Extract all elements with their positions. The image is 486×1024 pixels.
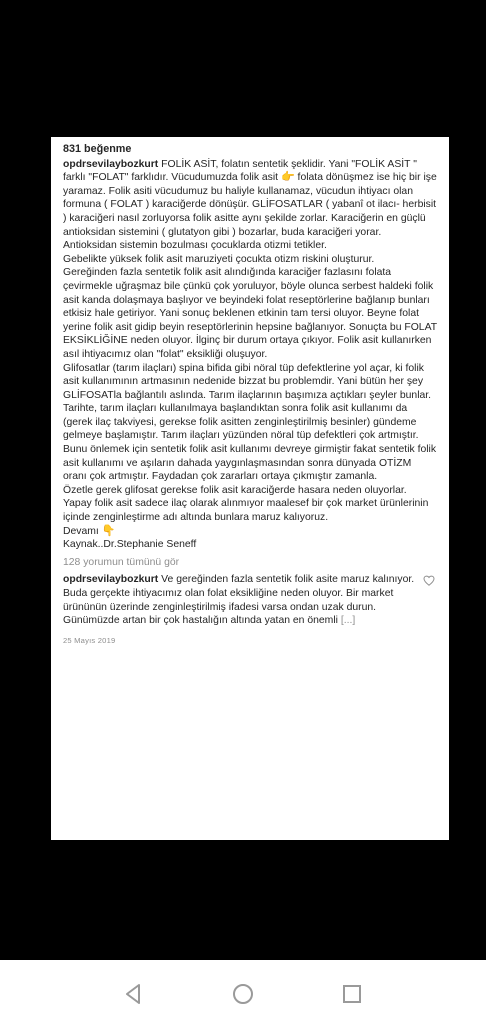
caption-text: Gereğinden fazla sentetik folik asit alındığında karaciğer fazlasını folata çevirmekle uğraşmaz bile çünkü çok yoruluyor, böyle olunca serbest haldeki folik asit kanda dolaşmaya başlıyor ve beyindeki folat reseptörlerine bağlanıp bunları etkisiz hale getiriyor. Yani sonuç beklenen etkinin tam tersi oluyor. Beyne folat yerine folik asit gidip beyin reseptörlerinin hepsine bağlanıyor. Sonuçta bu FOLAT EKSİKLİĞİNE neden oluyor. İlginç bir durum ortaya çıkıyor. Folik asit kullanırken asıl ihtiyacımız olan "folat" eksikliği oluşuyor. [63,267,437,360]
caption-paragraph [63,362,437,484]
android-nav-bar [0,960,486,1024]
view-all-comments-link[interactable]: 128 yorumun tümünü gör [63,556,180,568]
caption-text: FOLİK ASİT, folatın sentetik şeklidir. Yani "FOLİK ASİT " farklı "FOLAT" farklıdır. Vücudumuzda folik asit [63,158,417,184]
nav-recent-apps-icon[interactable] [340,982,364,1006]
caption-paragraph [63,266,437,361]
comment-paragraph [63,614,415,628]
comment-more-link[interactable]: [...] [340,615,356,627]
comment-item [63,573,437,627]
caption-paragraph [63,525,437,539]
caption-paragraph [63,497,437,524]
caption-paragraph [63,484,437,498]
like-heart-icon[interactable] [423,575,435,586]
caption-paragraph [63,158,437,253]
nav-home-icon[interactable] [231,982,255,1006]
caption-text: Devamı [63,525,102,537]
post-username[interactable]: opdrsevilaybozkurt [63,158,159,170]
hand-pointing-emoji-icon: 👇 [101,524,116,537]
comment-text: Ve gereğinden fazla sentetik folik asite maruz kalınıyor. Buda gerçekte ihtiyacımız olan folat eksikliğine neden oluyor. Bir market ürününün üzerinde zenginleştirilmiş ifadesi varsa ondan uzak durun. [63,574,415,613]
post-card [51,137,449,840]
caption-text: Kaynak..Dr.Stephanie Seneff [63,539,197,551]
post-caption [63,158,437,552]
caption-paragraph [63,253,437,267]
nav-back-icon[interactable] [122,982,146,1006]
hand-pointing-emoji-icon: 👉 [280,171,295,184]
caption-text: Gebelikte yüksek folik asit maruziyeti çocukta otizm riskini oluşturur. [63,253,375,265]
post-date: 25 Mayıs 2019 [63,635,116,645]
caption-text: folata dönüşmez ise hiç bir işe yaramaz. Folik asiti vücudumuz bu haliyle kullanamaz, vücudun ihtiyacı olan formuna ( FOLAT ) karaciğerde dönüşür. GLİFOSATLAR ( yabanî ot ilacı- herbisit ) karaciğeri nasıl zorluyorsa folik asitte aynı şekilde zorlar. Karaciğerin en güçlü antioksidan sistemini ( glutatyon gibi ) bozarlar, buda karaciğeri yorar. Antioksidan sistemin bozulması çocuklarda otizmi tetikler. [63,172,437,252]
comment-username[interactable]: opdrsevilaybozkurt [63,574,159,586]
caption-text: Özetle gerek glifosat gerekse folik asit karaciğerde hasara neden oluyorlar. [63,484,407,496]
likes-count[interactable]: 831 beğenme [63,143,132,155]
comment-text: Günümüzde artan bir çok hastalığın altında yatan en önemli [63,615,338,627]
caption-paragraph [63,538,437,552]
comment-paragraph [63,573,415,614]
caption-text: Yapay folik asit sadece ilaç olarak alınmıyor maalesef bir çok market ürünlerinin içinde zenginleştirme adı altında bunlara maruz kalıyoruz. [63,498,429,524]
caption-text: Glifosatlar (tarım ilaçları) spina bifida gibi nöral tüp defektlerine yol açar, ki folik asit kullanımının artmasının nedenide bizzat bu problemdir. Yani bütün her şey GLİFOSATla bağlantılı aslında. Tarım ilaçlarının başımıza açtıkları şeyler bunlar. Tarihte, tarım ilaçları kullanılmaya başlandıktan sonra folik asit kullanımı da (gerek ilaç takviyesi, gerekse folik asitten zenginleştirilmiş besinler) gündeme gelmeye başlamıştır. Tarım ilaçları yüzünden nöral tüp defektleri çok artmıştır. Bunu önlemek için sentetik folik asit kullanımı devreye girmiştir fakat sentetik folik asit kullanımı ve aşıların dahada yaygınlaşmasından sonra dünyada OTİZM oranı çok artmıştır. Faydadan çok zararları ortaya çıkmıştır zamanla. [63,362,437,483]
